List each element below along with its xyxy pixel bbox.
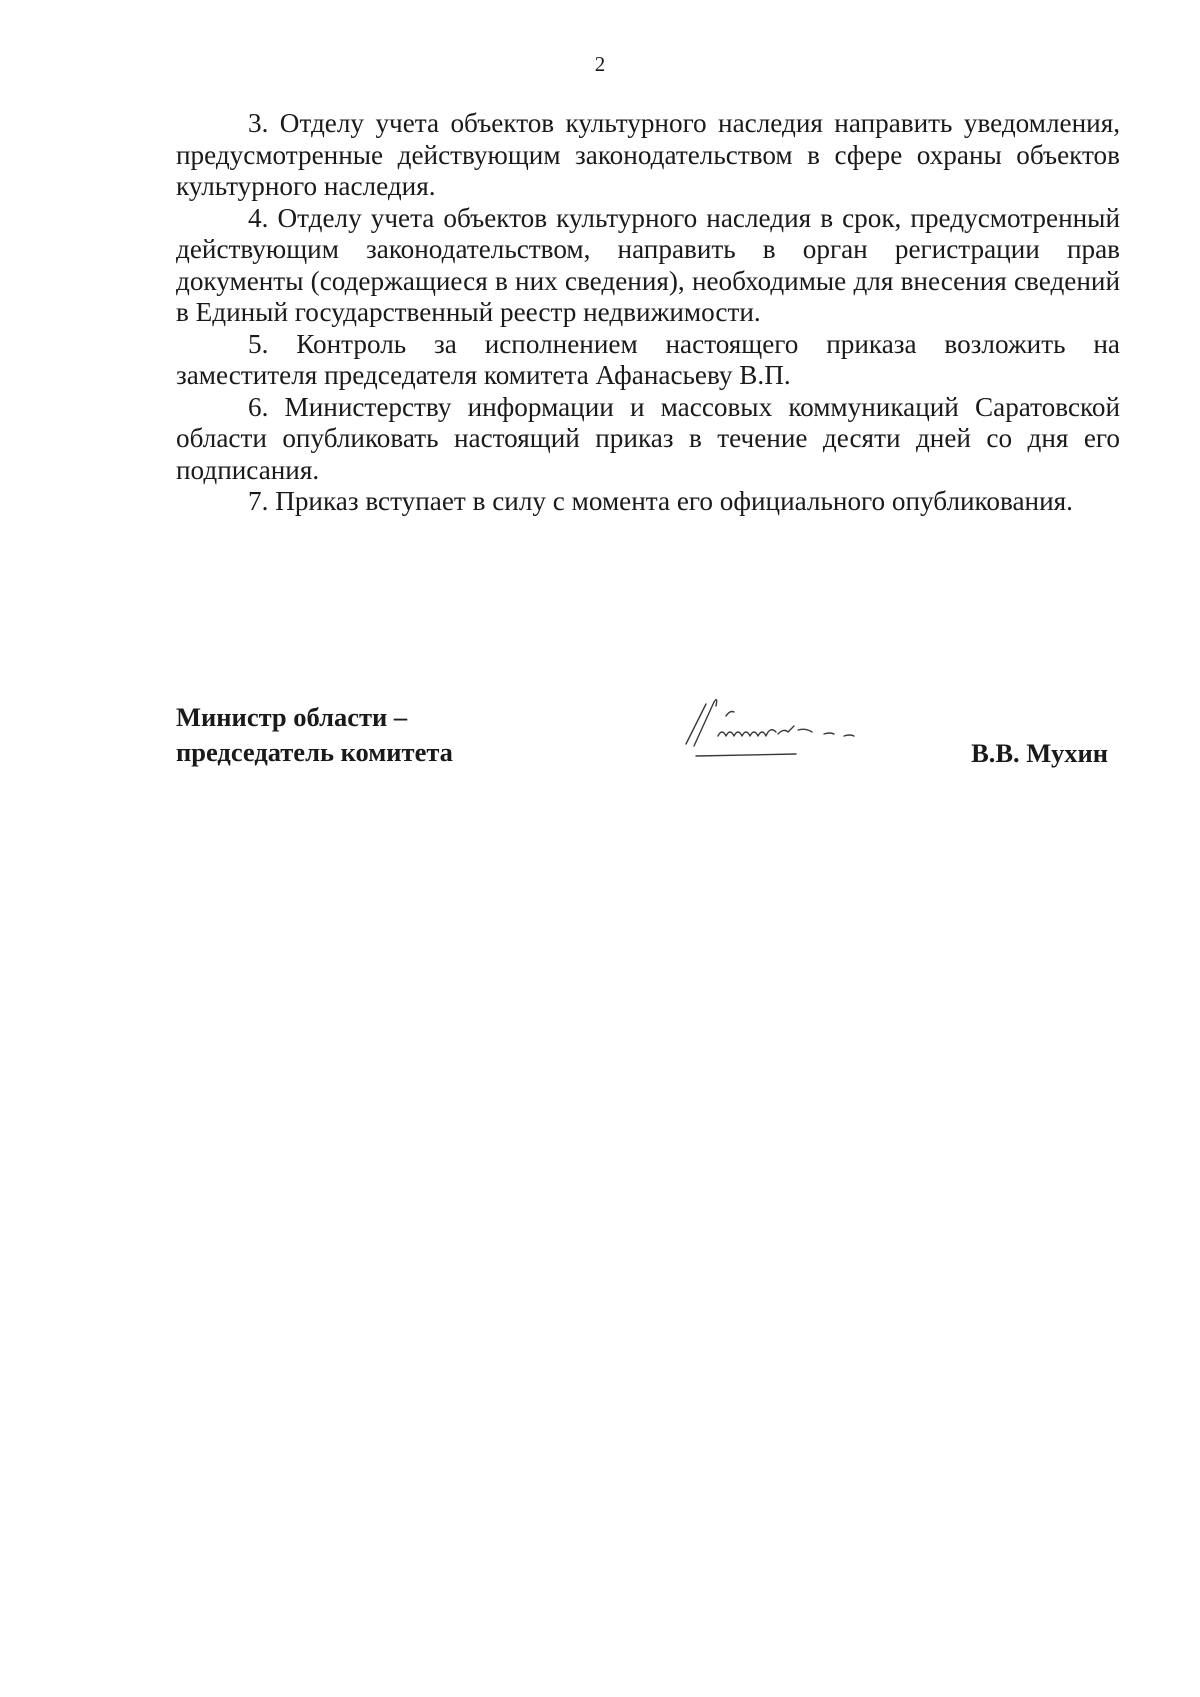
paragraph-6: 6. Министерству информации и массовых коммуникаций Саратовской области опубликовать настоящий приказ в течение десяти дней со дня его подписания. — [176, 391, 1120, 485]
handwritten-signature — [656, 686, 936, 766]
signature-block — [176, 700, 1120, 790]
order-body — [176, 108, 1120, 518]
paragraph-3: 3. Отделу учета объектов культурного наследия направить уведомления, предусмотренные действующим законодательством в сфере охраны объектов культурного наследия. — [176, 108, 1120, 201]
signer-position-line1: Министр области – — [176, 702, 408, 732]
signer-position-line2: председатель комитета — [176, 737, 453, 767]
page-number: 2 — [594, 52, 606, 76]
paragraph-7: 7. Приказ вступает в силу с момента его официального опубликования. — [248, 486, 1073, 516]
paragraph-4: 4. Отделу учета объектов культурного наследия в срок, предусмотренный действующим законодательством, направить в орган регистрации прав документы (содержащиеся в них сведения), необходимые для внесения сведений в Единый государственный реестр недвижимости. — [176, 202, 1120, 327]
paragraph-5: 5. Контроль за исполнением настоящего приказа возложить на заместителя председателя комитета Афанасьеву В.П. — [176, 328, 1120, 390]
signer-position — [176, 700, 453, 770]
signer-name: В.В. Мухин — [971, 738, 1108, 768]
